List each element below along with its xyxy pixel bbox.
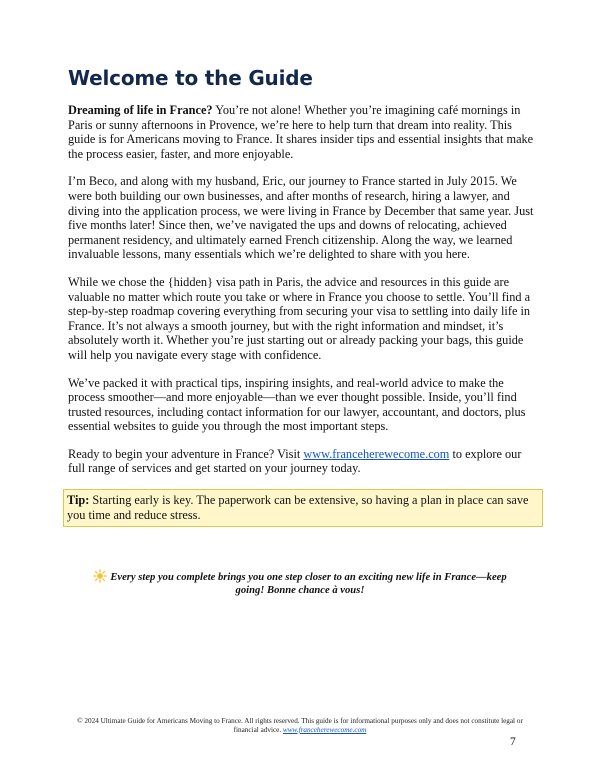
page-title: Welcome to the Guide: [68, 66, 313, 90]
footer-website-link[interactable]: www.franceherewecome.com: [282, 726, 367, 734]
visa-paragraph: While we chose the {hidden} visa path in Paris, the advice and resources in this guide are valuable no matter which route you take or where in France you choose to settle. You’ll find a step-by-step roadmap covering everything from securing your visa to settling into daily life in France. It’s not always a smooth journey, but with the right information and mindset, it’s absolutely worth it. Whether you’re just starting out or already packing your bags, this guide will help you navigate every stage with confidence.: [68, 274, 531, 362]
intro-paragraph: [68, 103, 536, 161]
tip-label: Tip:: [67, 493, 90, 507]
guide-body: [68, 103, 536, 489]
story-paragraph: I’m Beco, and along with my husband, Eric, our journey to France started in July 2015. We were both building our own businesses, and after months of research, hiring a lawyer, and diving into the application process, we were living in France by December that same year. Just five months later! Since then, we’ve navigated the ups and downs of relocating, achieved permanent residency, and ultimately earned French citizenship. Along the way, we learned invaluable lessons, many essentials which we’re delighted to share with you here.: [68, 174, 534, 262]
cta-text-after: to explore our full range of services and get started on your journey today.: [68, 446, 522, 476]
page-number: 7: [510, 736, 516, 748]
website-link[interactable]: www.franceherewecome.com: [303, 446, 450, 461]
tip-text: Starting early is key. The paperwork can be extensive, so having a plan in place can save you time and reduce stress.: [67, 493, 529, 522]
resources-paragraph: We’ve packed it with practical tips, inspiring insights, and real-world advice to make the process smoother—and more enjoyable—than we ever thought possible. Inside, you’ll find trusted resources, including contact information for our lawyer, accountant, and doctors, plus essential websites to guide you through the most important steps.: [68, 375, 526, 434]
cta-paragraph: [68, 447, 536, 476]
tip-callout: [63, 489, 543, 527]
intro-text: You’re not alone! Whether you’re imagining café mornings in Paris or sunny afternoons in Provence, we’re here to help turn that dream into reality. This guide is for Americans moving to France. It shares insider tips and essential insights that make the process easier, faster, and more enjoyable.: [68, 103, 534, 161]
intro-lead: Dreaming of life in France?: [68, 103, 213, 117]
page-footer: [70, 717, 530, 735]
encouragement-message: [80, 569, 520, 597]
sun-icon: [93, 569, 107, 583]
encouragement-text: Every step you complete brings you one step closer to an exciting new life in France—keep going! Bonne chance à vous!: [110, 572, 507, 596]
cta-text-before: Ready to begin your adventure in France? Visit: [68, 446, 304, 461]
footer-text: © 2024 Ultimate Guide for Americans Moving to France. All rights reserved. This guide is for informational purposes only and does not constitute legal or financial advice.: [77, 717, 523, 734]
